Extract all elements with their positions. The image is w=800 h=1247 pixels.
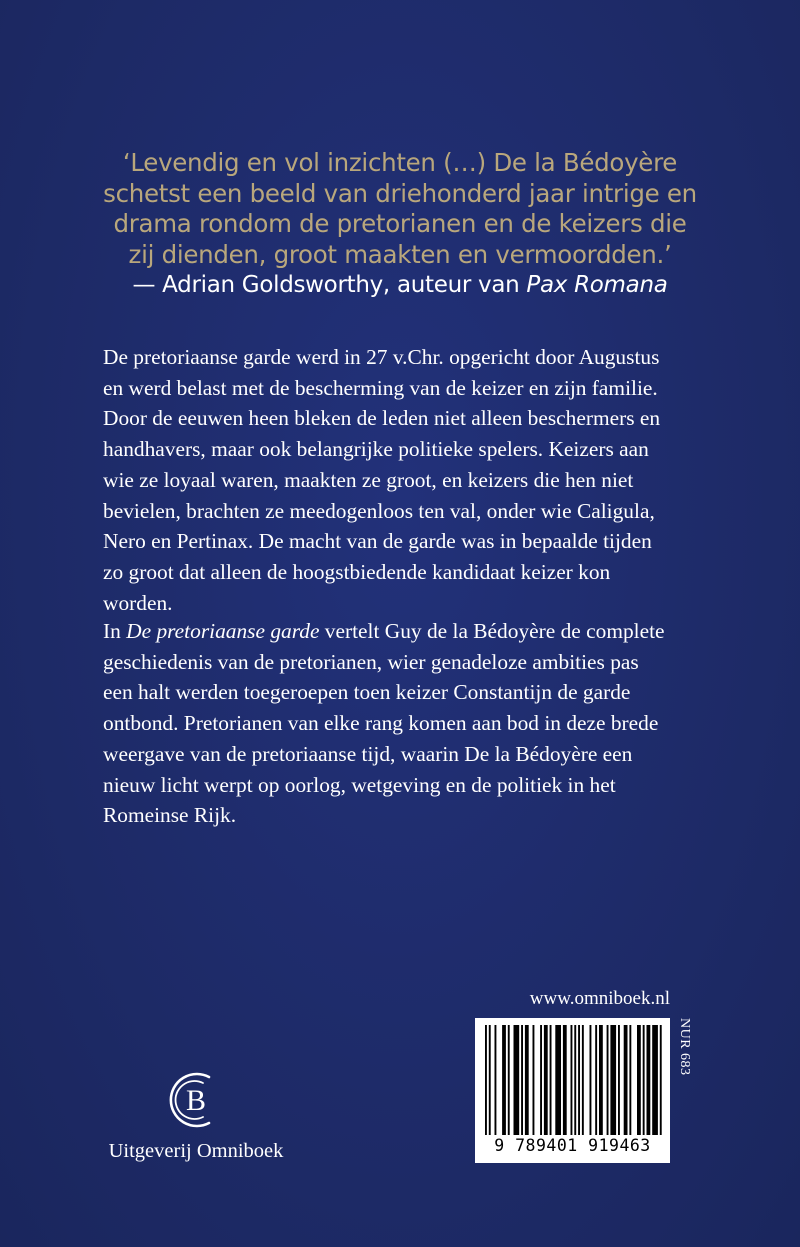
barcode-bar bbox=[643, 1025, 645, 1135]
paragraph-line: handhavers, maar ook belangrijke politieke spelers. Keizers aan bbox=[103, 437, 649, 462]
barcode-bars bbox=[481, 1025, 664, 1135]
barcode-bar bbox=[595, 1025, 597, 1135]
attribution-author: — Adrian Goldsworthy, auteur van bbox=[132, 272, 527, 298]
quote-line: schetst een beeld van driehonderd jaar intrige en bbox=[103, 178, 697, 208]
paragraph-line: weergave van de pretoriaanse tijd, waarin De la Bédoyère een bbox=[103, 741, 633, 766]
barcode-bar bbox=[629, 1025, 631, 1135]
publisher-url[interactable]: www.omniboek.nl bbox=[529, 988, 670, 1009]
attribution-book-title: Pax Romana bbox=[526, 272, 668, 298]
barcode-bar bbox=[637, 1025, 641, 1135]
barcode-bar bbox=[555, 1025, 561, 1135]
paragraph-line: Door de eeuwen heen bleken de leden niet alleen beschermers en bbox=[103, 406, 661, 431]
quote-line: zij dienden, groot maakten en vermoordden.’ bbox=[128, 239, 672, 269]
barcode-bar bbox=[514, 1025, 520, 1135]
barcode-bar bbox=[495, 1025, 497, 1135]
barcode-bar bbox=[563, 1025, 567, 1135]
paragraph-line: Romeinse Rijk. bbox=[103, 803, 237, 828]
barcode-bar bbox=[582, 1025, 584, 1135]
paragraph-line: Nero en Pertinax. De macht van de garde was in bepaalde tijden bbox=[103, 529, 652, 554]
paragraph-line: wie ze loyaal waren, maakten ze groot, en keizers die hen niet bbox=[103, 467, 634, 492]
barcode-bar bbox=[574, 1025, 576, 1135]
barcode-bar bbox=[571, 1025, 573, 1135]
publisher-name: Uitgeverij Omniboek bbox=[108, 1140, 284, 1162]
barcode-bar bbox=[647, 1025, 651, 1135]
barcode-bar bbox=[607, 1025, 609, 1135]
barcode-bar bbox=[660, 1025, 662, 1135]
isbn-number: 9 789401 919463 bbox=[494, 1136, 651, 1155]
paragraph-line: ontbond. Pretorianen van elke rang komen aan bod in deze brede bbox=[103, 711, 659, 736]
barcode-bar bbox=[652, 1025, 658, 1135]
review-quote bbox=[100, 148, 700, 270]
barcode-bar bbox=[525, 1025, 529, 1135]
barcode-bar bbox=[610, 1025, 616, 1135]
omniboek-logo-icon bbox=[163, 1065, 227, 1135]
barcode-bar bbox=[618, 1025, 620, 1135]
isbn-barcode bbox=[475, 1018, 670, 1163]
paragraph-line: geschiedenis van de pretorianen, wier genadeloze ambities pas bbox=[103, 649, 639, 674]
paragraph-line: bevielen, brachten ze meedogenloos ten val, onder wie Caligula, bbox=[103, 498, 655, 523]
logo-letter: B bbox=[185, 1084, 207, 1117]
barcode-bar bbox=[550, 1025, 552, 1135]
barcode-bar bbox=[599, 1025, 603, 1135]
barcode-bar bbox=[508, 1025, 510, 1135]
barcode-bar bbox=[533, 1025, 535, 1135]
paragraph-line: nieuw licht werpt op oorlog, wetgeving en de politiek in het bbox=[103, 772, 616, 797]
nur-code: NUR 683 bbox=[677, 1018, 692, 1076]
paragraph-line: zo groot dat alleen de hoogstbiedende kandidaat keizer kon bbox=[103, 559, 611, 584]
barcode-bar bbox=[590, 1025, 592, 1135]
barcode-bar bbox=[540, 1025, 542, 1135]
barcode-bar bbox=[544, 1025, 548, 1135]
quote-line: drama rondom de pretorianen en de keizers die bbox=[113, 209, 687, 238]
blurb-paragraph-1 bbox=[103, 342, 703, 618]
quote-attribution bbox=[100, 270, 700, 300]
paragraph-line: De pretoriaanse garde werd in 27 v.Chr. opgericht door Augustus bbox=[103, 345, 660, 369]
paragraph-prefix: In bbox=[103, 619, 127, 643]
quote-line: ‘Levendig en vol inzichten (…) De la Bédoyère bbox=[122, 148, 678, 177]
barcode-bar bbox=[485, 1025, 487, 1135]
paragraph-line bbox=[103, 616, 703, 647]
barcode-bar bbox=[624, 1025, 628, 1135]
book-title-italic: De pretoriaanse garde bbox=[126, 619, 320, 643]
paragraph-line: een halt werden toegeroepen toen keizer Constantijn de garde bbox=[103, 680, 631, 705]
barcode-bar bbox=[521, 1025, 523, 1135]
barcode-bar bbox=[489, 1025, 491, 1135]
paragraph-rest: vertelt Guy de la Bédoyère de complete bbox=[319, 619, 665, 643]
paragraph-line: en werd belast met de bescherming van de keizer en zijn familie. bbox=[103, 375, 658, 400]
barcode-bar bbox=[502, 1025, 506, 1135]
barcode-bar bbox=[578, 1025, 580, 1135]
blurb-paragraph-2 bbox=[103, 616, 703, 831]
paragraph-line: worden. bbox=[103, 590, 173, 615]
